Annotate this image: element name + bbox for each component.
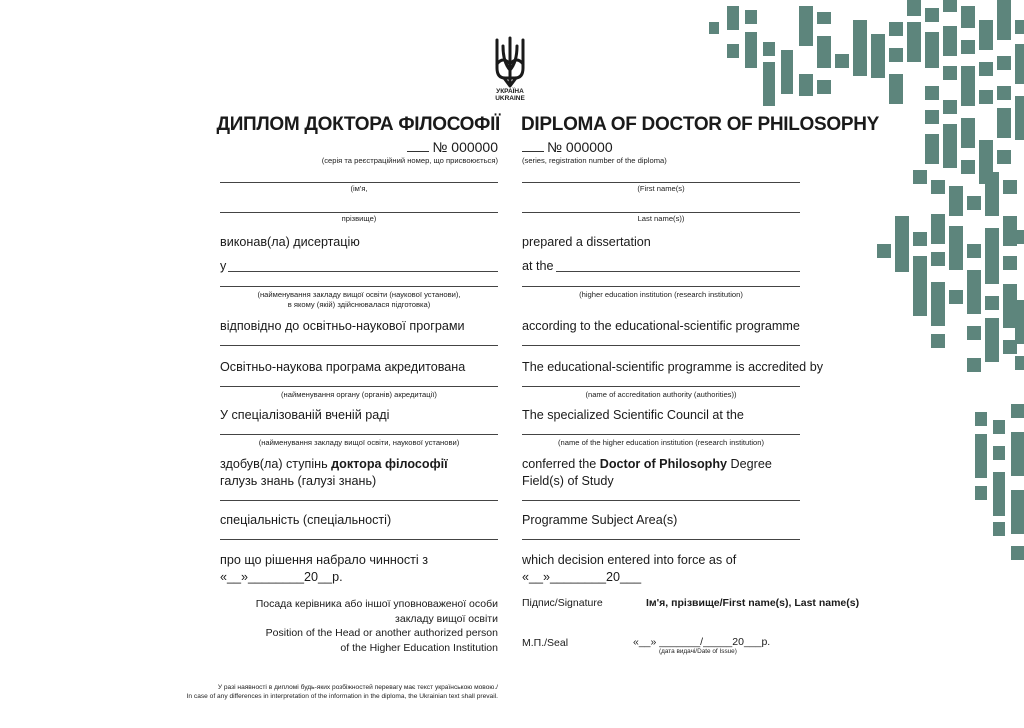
institution-line-en-2 — [522, 286, 800, 287]
council-line-ua — [220, 434, 498, 435]
accreditation-hint-en: (name of accreditation authority (authorities)) — [585, 390, 737, 399]
institution-hint-en: (higher education institution (research institution) — [579, 290, 743, 299]
accredited-ua: Освітньо-наукова програма акредитована — [220, 360, 466, 374]
head-position-block — [256, 597, 498, 655]
title-en: DIPLOMA OF DOCTOR OF PHILOSOPHY — [521, 114, 880, 135]
accreditation-line-en — [522, 386, 800, 387]
programme-line-ua — [220, 345, 498, 346]
degree-ua: здобув(ла) ступінь доктора філософії — [220, 457, 448, 471]
programme-ua: відповідно до освітньо-наукової програми — [220, 319, 465, 333]
last-name-line-ua — [220, 212, 498, 213]
first-name-line-ua — [220, 182, 498, 183]
decision-date-ua: «__»________20__р. — [220, 570, 343, 584]
crest-caption-en: UKRAINE — [495, 95, 525, 102]
institution-hint-ua-1: (найменування закладу вищої освіти (наукової установи), — [257, 290, 461, 299]
institution-line-en — [556, 271, 800, 272]
accredited-en: The educational-scientific programme is accredited by — [522, 360, 823, 374]
dissertation-en: prepared a dissertation — [522, 235, 651, 249]
first-name-hint-ua: (ім'я, — [350, 184, 368, 193]
first-name-hint-en: (First name(s) — [637, 184, 685, 193]
head-position-ua-2: закладу вищої освіти — [395, 612, 498, 625]
field-line-ua — [220, 500, 498, 501]
number-hint-en: (series, registration number of the diploma) — [522, 156, 667, 165]
footnote-en: In case of any differences in interpretation of the information in the diploma, the Ukrainian text shall prevail. — [186, 692, 498, 700]
head-position-en-1: Position of the Head or another authorized person — [265, 627, 498, 639]
crest-caption-ua: УКРАЇНА — [496, 88, 524, 95]
issue-date: «__» _______/_____20___р. — [633, 636, 771, 648]
trident-emblem-icon — [493, 34, 527, 90]
institution-hint-ua-2: в якому (якій) здійснювалася підготовка) — [287, 300, 431, 309]
decision-en: which decision entered into force as of — [522, 553, 737, 567]
dissertation-ua: виконав(ла) дисертацію — [220, 235, 360, 249]
speciality-ua: спеціальність (спеціальності) — [220, 513, 392, 527]
council-en: The specialized Scientific Council at the — [522, 408, 744, 422]
council-ua: У спеціалізованій вченій раді — [220, 408, 390, 422]
number-hint-ua: (серія та реєстраційний номер, що присвоюється) — [321, 156, 498, 165]
field-en: Field(s) of Study — [522, 474, 614, 488]
council-line-en — [522, 434, 800, 435]
speciality-en: Programme Subject Area(s) — [522, 513, 678, 527]
accreditation-hint-ua: (найменування органу (органів) акредитації) — [281, 390, 437, 399]
last-name-hint-ua: прізвище) — [341, 214, 377, 223]
footnote — [187, 684, 498, 701]
at-prefix-en: at the — [522, 259, 554, 273]
decision-ua: про що рішення набрало чинності з — [220, 553, 429, 567]
programme-line-en — [522, 345, 800, 346]
last-name-hint-en: Last name(s)) — [637, 214, 685, 223]
first-name-line-en — [522, 182, 800, 183]
field-line-en — [522, 500, 800, 501]
council-hint-ua: (найменування закладу вищої освіти, наукової установи) — [258, 438, 460, 447]
diploma-number-ua: № 000000 — [407, 139, 498, 155]
decision-date-en: «__»________20___ — [522, 570, 642, 584]
head-position-en-2: of the Higher Education Institution — [340, 641, 498, 654]
institution-line-ua-2 — [220, 286, 498, 287]
last-name-line-en — [522, 212, 800, 213]
council-hint-en: (name of the higher education institution (research institution) — [558, 438, 764, 447]
institution-line-ua — [228, 271, 498, 272]
head-position-ua-1: Посада керівника або іншої уповноваженої особи — [255, 598, 498, 610]
field-ua: галузь знань (галузі знань) — [220, 474, 377, 488]
programme-en: according to the educational-scientific programme — [522, 319, 800, 333]
title-ua: ДИПЛОМ ДОКТОРА ФІЛОСОФІЇ — [216, 114, 500, 135]
signature-label: Підпис/Signature — [522, 597, 603, 609]
at-prefix-ua: у — [220, 259, 227, 273]
seal-label: М.П./Seal — [522, 637, 569, 649]
footnote-ua: У разі наявності в дипломі будь-яких розбіжностей перевагу має текст українською мовою./ — [217, 684, 498, 691]
speciality-line-ua — [220, 539, 498, 540]
issue-date-hint: (дата видачі/Date of Issue) — [659, 648, 737, 655]
speciality-line-en — [522, 539, 800, 540]
name-label: Ім'я, прізвище/First name(s), Last name(s) — [646, 597, 860, 609]
diploma-number-en: № 000000 — [522, 139, 613, 155]
accreditation-line-ua — [220, 386, 498, 387]
degree-en: conferred the Doctor of Philosophy Degree — [522, 457, 772, 471]
crest-caption — [470, 88, 550, 102]
